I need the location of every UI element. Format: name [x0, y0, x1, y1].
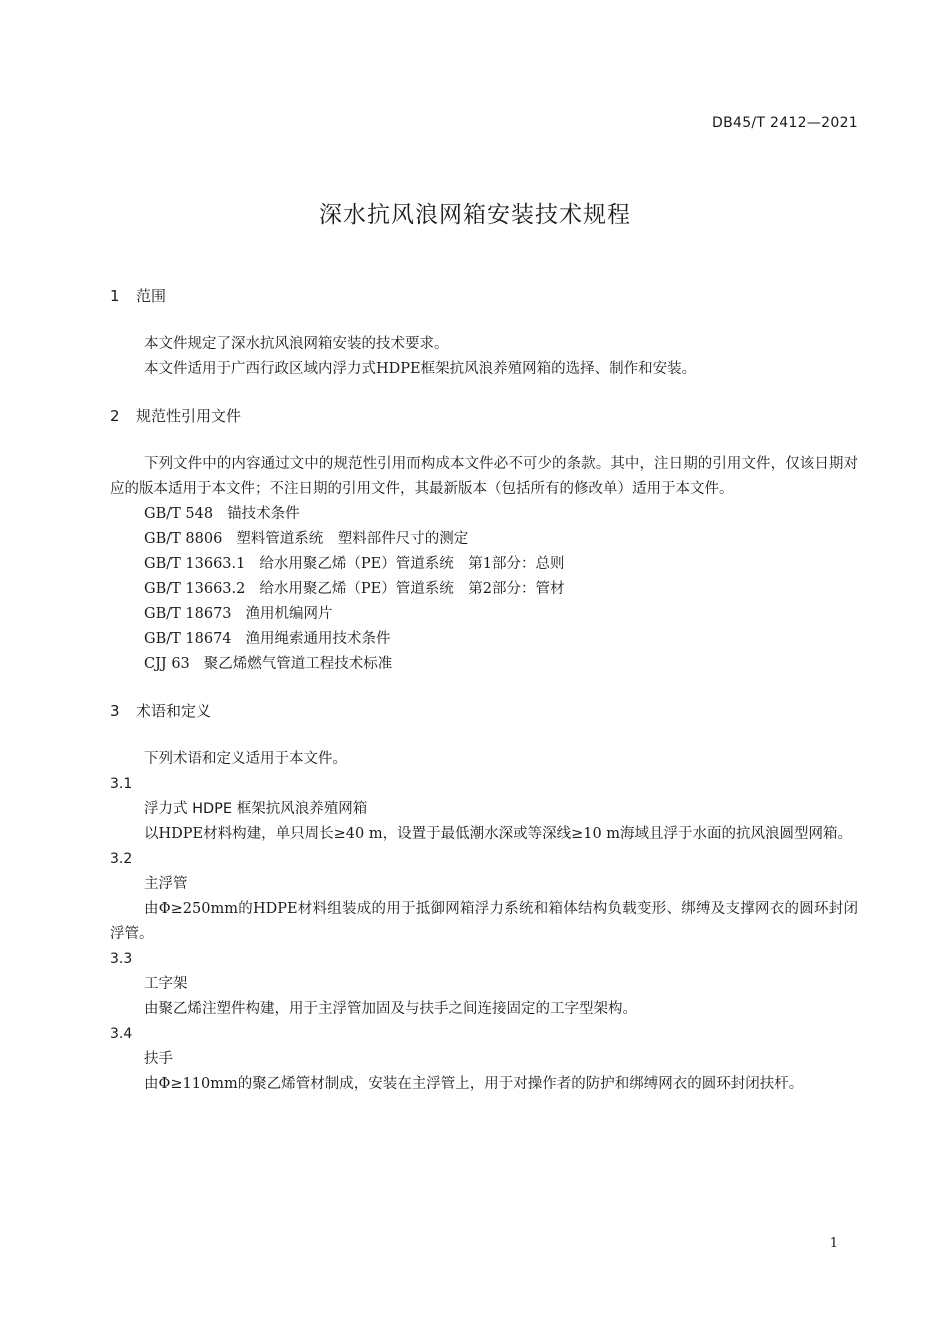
paragraph: 下列术语和定义适用于本文件。 [144, 751, 347, 767]
term-definition: 由Φ≥110mm的聚乙烯管材制成，安装在主浮管上，用于对操作者的防护和绑缚网衣的圆环封闭扶杆。 [144, 1076, 804, 1092]
term-number: 3.4 [110, 1026, 133, 1042]
term-definition: 由Φ≥250mm的HDPE材料组装成的用于抵御网箱浮力系统和箱体结构负载变形、绑缚及支撑网衣的圆环封闭浮管。 [110, 901, 858, 942]
term-definition: 由聚乙烯注塑件构建，用于主浮管加固及与扶手之间连接固定的工字型架构。 [144, 1001, 637, 1017]
paragraph: 本文件规定了深水抗风浪网箱安装的技术要求。 [144, 336, 449, 352]
term-definition: 以HDPE材料构建，单只周长≥40 m，设置于最低潮水深或等深线≥10 m海域且浮于水面的抗风浪圆型网箱。 [144, 826, 853, 842]
reference-name: 塑料管道系统 塑料部件尺寸的测定 [236, 531, 469, 547]
reference-item [110, 627, 858, 652]
reference-name: 渔用机编网片 [245, 606, 333, 622]
section-number: 3 [110, 702, 120, 720]
reference-item [110, 602, 858, 627]
reference-code: GB/T 18673 [144, 606, 232, 622]
reference-item [110, 552, 858, 577]
section-title: 范围 [136, 287, 167, 305]
reference-name: 给水用聚乙烯（PE）管道系统 第2部分：管材 [259, 581, 565, 597]
section-heading-terms [110, 699, 858, 723]
reference-item [110, 527, 858, 552]
paragraph: 下列文件中的内容通过文中的规范性引用而构成本文件必不可少的条款。其中，注日期的引用文件，仅该日期对应的版本适用于本文件；不注日期的引用文件，其最新版本（包括所有的修改单）适用于本文件。 [110, 456, 858, 497]
paragraph: 本文件适用于广西行政区域内浮力式HDPE框架抗风浪养殖网箱的选择、制作和安装。 [144, 361, 697, 377]
reference-item [110, 652, 858, 677]
term-number: 3.1 [110, 776, 133, 792]
term-name: 工字架 [144, 976, 188, 992]
section-heading-refs [110, 404, 858, 428]
section-number: 2 [110, 407, 120, 425]
standard-code: DB45/T 2412—2021 [712, 115, 858, 131]
term-name: 主浮管 [144, 876, 188, 892]
reference-name: 给水用聚乙烯（PE）管道系统 第1部分：总则 [259, 556, 565, 572]
reference-code: GB/T 13663.1 [144, 556, 246, 572]
term-name: 浮力式 HDPE 框架抗风浪养殖网箱 [144, 801, 368, 817]
reference-item [110, 577, 858, 602]
document-body [110, 284, 858, 1097]
reference-code: GB/T 548 [144, 506, 214, 522]
reference-code: GB/T 18674 [144, 631, 232, 647]
section-title: 术语和定义 [136, 702, 212, 720]
reference-code: GB/T 13663.2 [144, 581, 246, 597]
section-heading-scope [110, 284, 858, 308]
reference-code: CJJ 63 [144, 656, 190, 672]
reference-name: 聚乙烯燃气管道工程技术标准 [203, 656, 393, 672]
term-number: 3.2 [110, 851, 133, 867]
document-title: 深水抗风浪网箱安装技术规程 [319, 202, 631, 228]
reference-code: GB/T 8806 [144, 531, 223, 547]
reference-name: 锚技术条件 [227, 506, 300, 522]
term-number: 3.3 [110, 951, 133, 967]
page-number: 1 [829, 1236, 838, 1251]
reference-item [110, 502, 858, 527]
term-name: 扶手 [144, 1051, 173, 1067]
section-number: 1 [110, 287, 120, 305]
reference-name: 渔用绳索通用技术条件 [245, 631, 391, 647]
section-title: 规范性引用文件 [136, 407, 242, 425]
